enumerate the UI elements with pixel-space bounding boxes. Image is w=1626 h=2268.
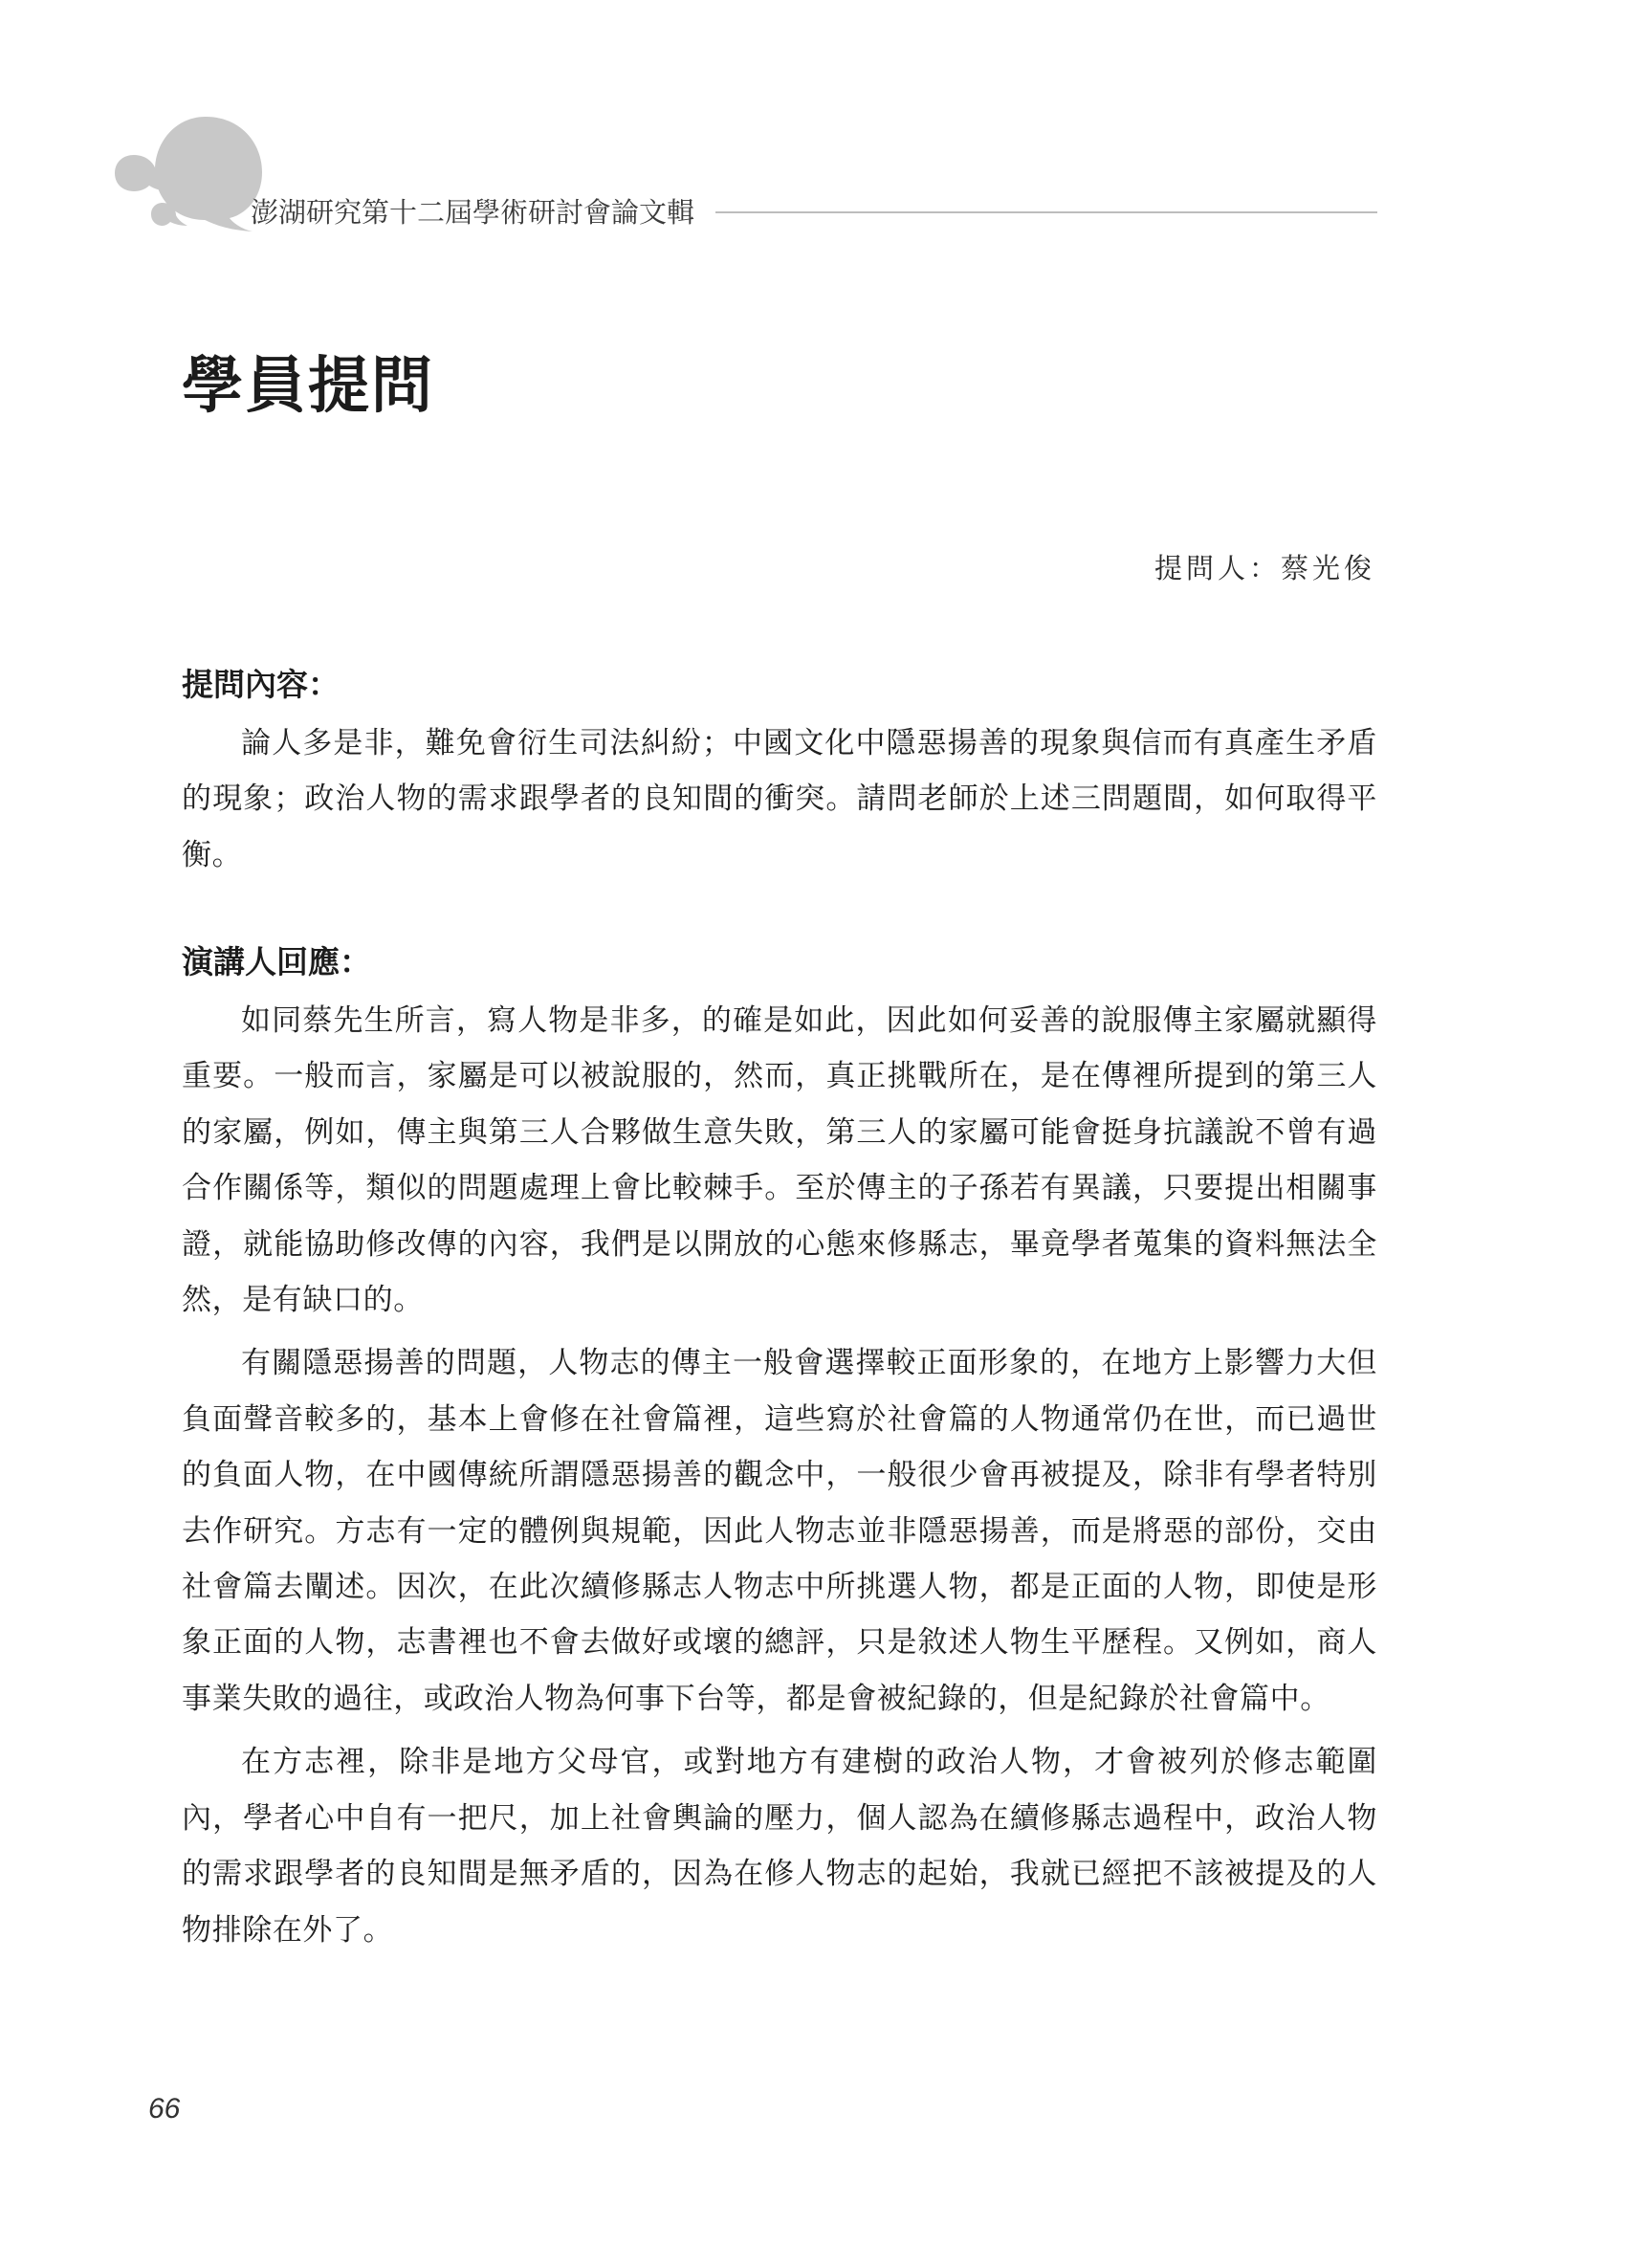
page-title: 學員提問: [182, 350, 434, 422]
speech-bubbles-icon: [107, 107, 265, 231]
page-number: 66: [148, 2093, 181, 2125]
answer-section: [182, 937, 1377, 1966]
answer-paragraph-2: 有關隱惡揚善的問題，人物志的傳主一般會選擇較正面形象的，在地方上影響力大但負面聲音較多的，基本上會修在社會篇裡，這些寫於社會篇的人物通常仍在世，而已過世的負面人物，在中國傳統所謂隱惡揚善的觀念中，一般很少會再被提及，除非有學者特別去作研究。方志有一定的體例與規範，因此人物志並非隱惡揚善，而是將惡的部份，交由社會篇去闡述。因次，在此次續修縣志人物志中所挑選人物，都是正面的人物，即使是形象正面的人物，志書裡也不會去做好或壞的總評，只是敘述人物生平歷程。又例如，商人事業失敗的過往，或政治人物為何事下台等，都是會被紀錄的，但是紀錄於社會篇中。: [182, 1346, 1377, 1716]
answer-paragraph-3: 在方志裡，除非是地方父母官，或對地方有建樹的政治人物，才會被列於修志範圍內，學者心中自有一把尺，加上社會輿論的壓力，個人認為在續修縣志過程中，政治人物的需求跟學者的良知間是無矛盾的，因為在修人物志的起始，我就已經把不該被提及的人物排除在外了。: [182, 1745, 1377, 1948]
header-rule: [715, 211, 1377, 213]
running-header: 澎湖研究第十二屆學術研討會論文輯: [251, 196, 695, 229]
questioner-byline: 提問人：蔡光俊: [1154, 552, 1375, 584]
question-paragraph: 論人多是非，難免會衍生司法糾紛；中國文化中隱惡揚善的現象與信而有真產生矛盾的現象；政治人物的需求跟學者的良知間的衝突。請問老師於上述三問題間，如何取得平衡。: [182, 726, 1377, 872]
answer-heading: 演講人回應：: [182, 943, 371, 980]
question-section: [182, 660, 1377, 891]
question-heading: 提問內容：: [182, 666, 340, 703]
answer-paragraph-1: 如同蔡先生所言，寫人物是非多，的確是如此，因此如何妥善的說服傳主家屬就顯得重要。一般而言，家屬是可以被說服的，然而，真正挑戰所在，是在傳裡所提到的第三人的家屬，例如，傳主與第三人合夥做生意失敗，第三人的家屬可能會挺身抗議說不曾有過合作關係等，類似的問題處理上會比較棘手。至於傳主的子孫若有異議，只要提出相關事證，就能協助修改傳的內容，我們是以開放的心態來修縣志，畢竟學者蒐集的資料無法全然，是有缺口的。: [182, 1003, 1377, 1318]
